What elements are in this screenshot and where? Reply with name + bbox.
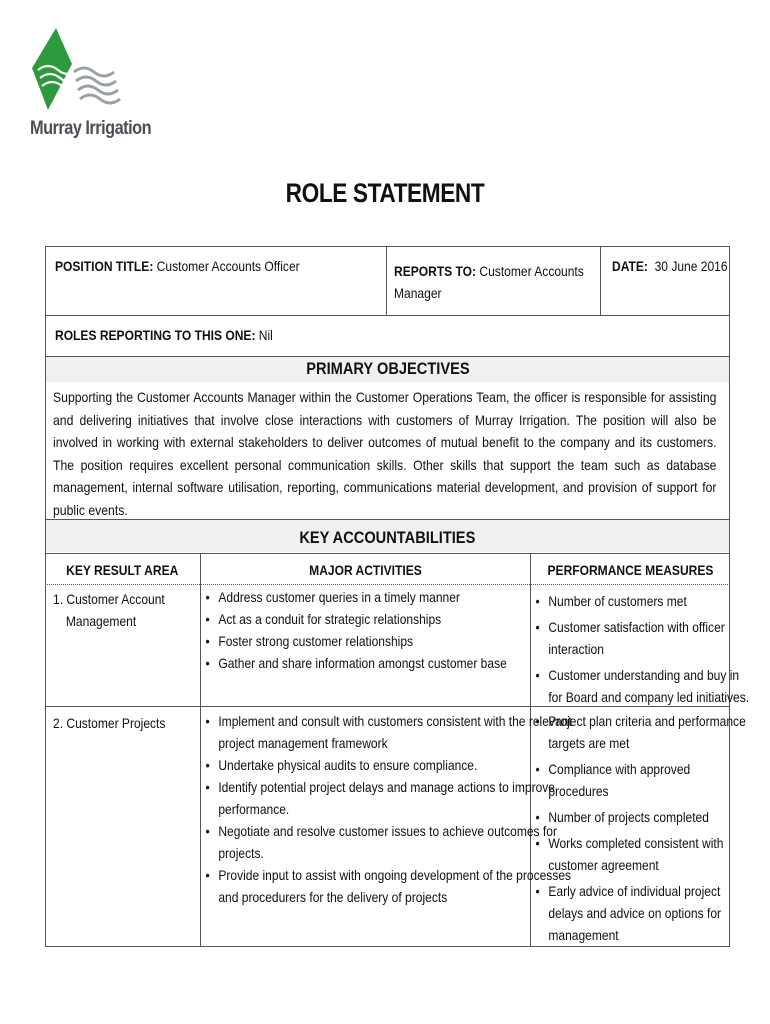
key-result-area-2: 2. Customer Projects: [53, 715, 166, 731]
column-header-major-activities: MAJOR ACTIVITIES: [308, 562, 422, 578]
list-item: • Gather and share information amongst customer base: [202, 652, 507, 674]
list-item: • Project plan criteria and performance targets are met: [532, 710, 746, 754]
roles-reporting-field: [55, 324, 308, 346]
position-title-label: POSITION TITLE:: [55, 258, 154, 274]
roles-reporting-label: ROLES REPORTING TO THIS ONE:: [55, 327, 256, 343]
list-item: • Early advice of individual project delays and advice on options for management: [532, 880, 746, 946]
document-title: ROLE STATEMENT: [285, 178, 485, 208]
position-title-value: Customer Accounts Officer: [156, 258, 300, 274]
list-item: • Customer satisfaction with officer interaction: [532, 616, 749, 660]
roles-reporting-value: Nil: [258, 327, 273, 343]
primary-objectives-text: Supporting the Customer Accounts Manager within the Customer Operations Team, the officer is responsible for assisting and delivering initiatives that involve close interactions with customers of Murray Irrigation. The position will also be involved in working with external stakeholders to deliver outcomes of mutual benefit to the company and its customers. The position requires excellent personal communication skills. Other skills that support the team such as database management, internal software utilisation, reporting, communications material development, and provision of support for public events.: [53, 389, 717, 518]
column-header-key-result-area: KEY RESULT AREA: [66, 562, 179, 578]
list-item: • Address customer queries in a timely manner: [202, 586, 507, 608]
list-item: • Customer understanding and buy in for Board and company led initiatives.: [532, 664, 749, 708]
key-result-area-1: 1. Customer Account Management: [53, 591, 165, 629]
logo-mark-icon: [28, 26, 148, 118]
list-item: • Act as a conduit for strategic relationships: [202, 608, 507, 630]
company-logo: [28, 26, 152, 148]
list-item: • Implement and consult with customers consistent with the relevant project management framework: [202, 710, 572, 754]
list-item: • Works completed consistent with customer agreement: [532, 832, 746, 876]
date-label: DATE:: [612, 258, 648, 274]
reports-to-value: Customer Accounts: [479, 263, 584, 279]
logo-text: Murray Irrigation: [30, 118, 152, 139]
list-item: • Foster strong customer relationships: [202, 630, 507, 652]
list-item: • Negotiate and resolve customer issues to achieve outcomes for projects.: [202, 820, 572, 864]
key-accountabilities-heading: KEY ACCOUNTABILITIES: [299, 528, 476, 547]
primary-objectives-heading: PRIMARY OBJECTIVES: [305, 359, 470, 378]
list-item: • Provide input to assist with ongoing development of the processes and procedurers for the delivery of projects: [202, 864, 572, 908]
date-field: [612, 255, 746, 277]
major-activities-list-1: [202, 586, 507, 674]
performance-measures-list-1: [532, 590, 749, 708]
list-item: • Identify potential project delays and manage actions to improve performance.: [202, 776, 572, 820]
position-title-field: [55, 255, 339, 277]
list-item: • Number of projects completed: [532, 806, 746, 828]
major-activities-list-2: [202, 710, 572, 908]
date-value: 30 June 2016: [654, 258, 728, 274]
reports-to-field: [394, 260, 615, 304]
performance-measures-list-2: [532, 710, 746, 946]
reports-to-label: REPORTS TO:: [394, 263, 477, 279]
list-item: • Undertake physical audits to ensure compliance.: [202, 754, 572, 776]
list-item: • Number of customers met: [532, 590, 749, 612]
column-header-performance-measures: PERFORMANCE MEASURES: [547, 562, 713, 578]
reports-to-value-cont: Manager: [394, 285, 442, 301]
list-item: • Compliance with approved procedures: [532, 758, 746, 802]
